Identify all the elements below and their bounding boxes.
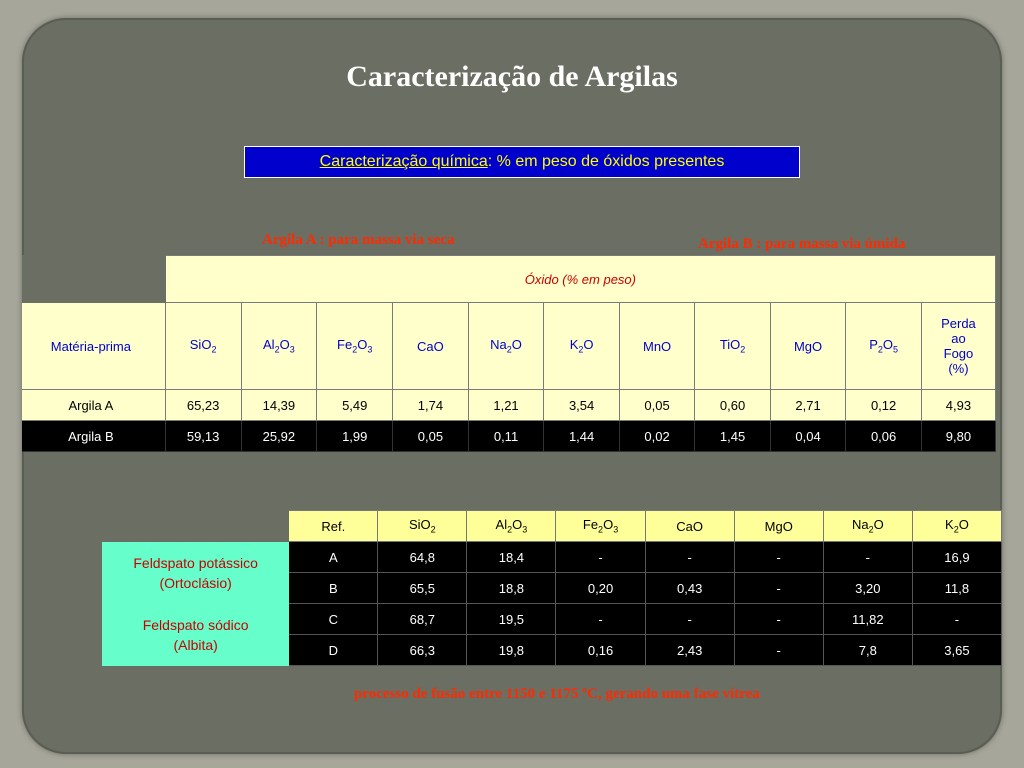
formula-part: O	[583, 337, 594, 353]
table-cell: -	[823, 542, 912, 573]
table-cell: 2,71	[770, 390, 846, 421]
row-header: Matéria-prima	[22, 303, 165, 390]
formula-part: O	[958, 517, 969, 533]
formula-part: 2	[274, 344, 280, 355]
formula-part: MgO	[793, 338, 823, 354]
table-cell: -	[645, 604, 734, 635]
formula-part: K	[569, 337, 579, 353]
group-label-line: (Albita)	[173, 636, 218, 653]
table-cell: 3,65	[912, 635, 1001, 666]
table-cell: -	[734, 635, 823, 666]
column-header	[241, 303, 317, 390]
table-cell: 16,9	[912, 542, 1001, 573]
column-header	[544, 303, 619, 390]
header-line: Perda	[941, 316, 976, 331]
table-cell: 5,49	[317, 390, 393, 421]
column-header	[645, 511, 734, 542]
column-header	[912, 511, 1001, 542]
table-cell: 4,93	[921, 390, 995, 421]
formula-part: 2	[868, 524, 874, 535]
formula-part: MnO	[642, 338, 672, 354]
formula-part: 2	[740, 344, 746, 355]
row-label: Argila A	[22, 390, 165, 421]
formula-part: SiO	[189, 337, 212, 353]
table-cell: 0,11	[468, 421, 544, 452]
table-corner	[22, 256, 165, 303]
subtitle-separator: :	[487, 153, 497, 170]
formula-part: O	[357, 337, 368, 353]
table-cell: 19,8	[467, 635, 556, 666]
formula-part: 3	[289, 344, 295, 355]
formula-part: 3	[613, 524, 619, 535]
formula-part: O	[279, 337, 290, 353]
table-cell: -	[556, 604, 645, 635]
group-label-line: Feldspato potássico	[133, 554, 258, 571]
ref-cell: B	[289, 573, 378, 604]
formula-part: CaO	[417, 338, 444, 354]
table-cell: 1,45	[695, 421, 770, 452]
ref-cell: C	[289, 604, 378, 635]
table-cell: 7,8	[823, 635, 912, 666]
table-cell: 1,21	[468, 390, 544, 421]
ref-cell: A	[289, 542, 378, 573]
table-cell: 64,8	[378, 542, 467, 573]
column-header	[846, 303, 922, 390]
formula-part: 2	[578, 344, 584, 355]
formula-part: Al	[495, 517, 508, 533]
note-argila-a: Argila A : para massa via seca	[262, 232, 455, 248]
table-cell: -	[912, 604, 1001, 635]
formula-part: O	[873, 517, 884, 533]
table-cell: 3,54	[544, 390, 619, 421]
table-cell: 0,43	[645, 573, 734, 604]
formula-part: O	[882, 337, 893, 353]
page-title: Caracterização de Argilas	[346, 60, 678, 93]
table-cell: -	[734, 573, 823, 604]
table-cell: 18,4	[467, 542, 556, 573]
table-cell: 0,12	[846, 390, 922, 421]
column-header	[468, 303, 544, 390]
formula-part: 2	[953, 524, 959, 535]
table-cell: 0,16	[556, 635, 645, 666]
column-header	[734, 511, 823, 542]
formula-part: 2	[352, 344, 358, 355]
formula-part: SiO	[408, 517, 431, 533]
table-cell: 65,5	[378, 573, 467, 604]
formula-part: 2	[877, 344, 883, 355]
formula-part: Ref.	[321, 518, 346, 534]
table-cell: 0,05	[393, 421, 468, 452]
table-cell: 14,39	[241, 390, 317, 421]
table-cell: -	[734, 604, 823, 635]
formula-part: Fe	[582, 517, 599, 533]
formula-part: 2	[430, 524, 436, 535]
table-cell: 0,20	[556, 573, 645, 604]
formula-part: 3	[522, 524, 528, 535]
formula-part: 3	[367, 344, 373, 355]
table-cell: 2,43	[645, 635, 734, 666]
formula-part: 5	[893, 344, 899, 355]
table-row	[103, 542, 1002, 573]
column-header	[619, 303, 695, 390]
group-label	[103, 542, 289, 604]
column-header	[393, 303, 468, 390]
table-cell: 59,13	[165, 421, 241, 452]
row-label: Argila B	[22, 421, 165, 452]
table-cell: 0,60	[695, 390, 770, 421]
column-header	[556, 511, 645, 542]
table-cell: 11,82	[823, 604, 912, 635]
formula-part: O	[512, 517, 523, 533]
table-cell: 0,04	[770, 421, 846, 452]
table-cell: 25,92	[241, 421, 317, 452]
formula-part: 2	[507, 524, 513, 535]
table-cell: 3,20	[823, 573, 912, 604]
table-cell: 9,80	[921, 421, 995, 452]
subtitle-link[interactable]: Caracterização química	[319, 153, 488, 170]
table-cell: -	[556, 542, 645, 573]
group-label-line: (Ortoclásio)	[159, 574, 232, 591]
column-header	[467, 511, 556, 542]
table-row	[103, 604, 1002, 635]
column-header	[695, 303, 770, 390]
group-header: Óxido (% em peso)	[165, 256, 995, 303]
table-row	[22, 421, 996, 452]
table-cell: 0,02	[619, 421, 695, 452]
feldspar-table	[102, 510, 1002, 666]
table-cell: -	[734, 542, 823, 573]
header-line: (%)	[948, 361, 969, 376]
column-header	[289, 511, 378, 542]
group-label	[103, 604, 289, 666]
formula-part: Na	[490, 337, 507, 353]
note-argila-b: Argila B : para massa via úmida	[698, 236, 906, 252]
formula-part: P	[869, 337, 878, 353]
table-corner	[103, 511, 289, 542]
table-cell: 0,06	[846, 421, 922, 452]
table-cell: 11,8	[912, 573, 1001, 604]
column-header	[921, 303, 995, 390]
formula-part: TiO	[719, 337, 741, 353]
table-cell: 1,44	[544, 421, 619, 452]
table-cell: 68,7	[378, 604, 467, 635]
header-line: ao	[951, 331, 966, 346]
formula-part: Na	[851, 517, 869, 533]
formula-part: Al	[263, 337, 275, 353]
column-header	[317, 303, 393, 390]
formula-part: O	[511, 337, 522, 353]
table-cell: 65,23	[165, 390, 241, 421]
formula-part: 2	[211, 344, 217, 355]
table-cell: 66,3	[378, 635, 467, 666]
column-header	[165, 303, 241, 390]
bottom-note: processo de fusão entre 1150 e 1175 ºC, gerando uma fase vítrea	[354, 686, 760, 702]
table-cell: 1,74	[393, 390, 468, 421]
header-line: Fogo	[943, 346, 974, 361]
formula-part: O	[603, 517, 614, 533]
oxide-table	[22, 255, 996, 452]
subtitle-banner	[244, 146, 800, 178]
formula-part: MgO	[764, 518, 793, 534]
column-header	[378, 511, 467, 542]
table-cell: 0,05	[619, 390, 695, 421]
column-header	[770, 303, 846, 390]
formula-part: K	[945, 517, 954, 533]
formula-part: 2	[506, 344, 512, 355]
formula-part: 2	[598, 524, 604, 535]
formula-part: CaO	[676, 518, 704, 534]
formula-part: Fe	[337, 337, 353, 353]
table-cell: -	[645, 542, 734, 573]
column-header	[823, 511, 912, 542]
table-cell: 1,99	[317, 421, 393, 452]
table-row	[22, 390, 996, 421]
slide-panel	[22, 18, 1002, 754]
table-cell: 18,8	[467, 573, 556, 604]
table-cell: 19,5	[467, 604, 556, 635]
ref-cell: D	[289, 635, 378, 666]
group-label-line: Feldspato sódico	[142, 616, 249, 633]
subtitle-text: % em peso de óxidos presentes	[496, 153, 725, 170]
